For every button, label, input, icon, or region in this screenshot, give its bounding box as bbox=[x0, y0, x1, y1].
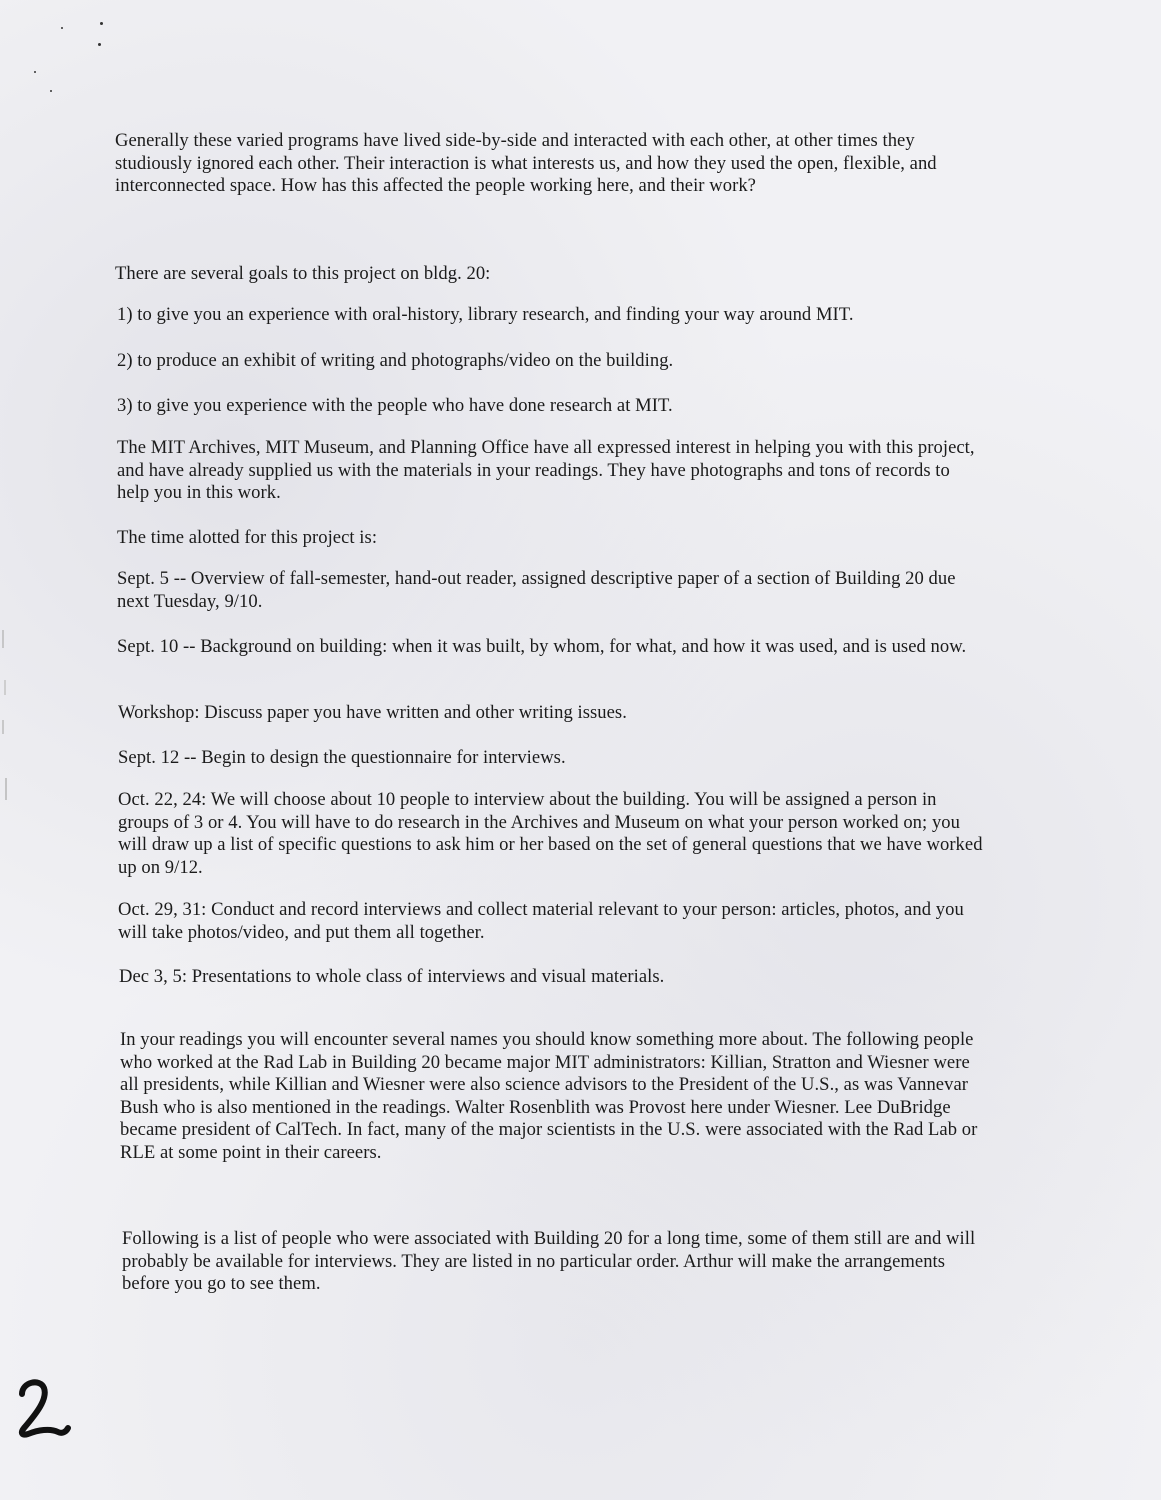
intro-paragraph: Generally these varied programs have lived side-by-side and interacted with each other, at other times they studiously ignored each other. Their interaction is what interests us, and how they used the open, flexible, and interconnected space. How has this affected the people working here, and their work? bbox=[115, 130, 937, 196]
schedule-sept-5: Sept. 5 -- Overview of fall-semester, hand-out reader, assigned descriptive paper of a section of Building 20 due next Tuesday, 9/10. bbox=[117, 568, 956, 612]
scan-speck bbox=[50, 90, 52, 92]
scan-speck bbox=[61, 27, 63, 29]
readings-paragraph: In your readings you will encounter several names you should know something more about. The following people who worked at the Rad Lab in Building 20 became major MIT administrators: Killian, Stratton and Wiesner were all presidents, while Killian and Wiesner were also science advisors to the President of the U.S., as was Vannevar Bush who is also mentioned in the readings. Walter Rosenblith was Provost here under Wiesner. Lee DuBridge became president of CalTech. In fact, many of the major scientists in the U.S. were associated with the Rad Lab or RLE at some point in their careers. bbox=[120, 1029, 978, 1163]
schedule-oct-22-24: Oct. 22, 24: We will choose about 10 people to interview about the building. You will be assigned a person in groups of 3 or 4. You will have to do research in the Archives and Museum on what your person worked on; you will draw up a list of specific questions to ask him or her based on the set of general questions that we have worked up on 9/12. bbox=[118, 789, 983, 878]
schedule-sept-10: Sept. 10 -- Background on building: when it was built, by whom, for what, and how it was used, and is used now. bbox=[117, 636, 967, 657]
schedule-dec-3-5: Dec 3, 5: Presentations to whole class of interviews and visual materials. bbox=[119, 966, 665, 987]
schedule-workshop: Workshop: Discuss paper you have written and other writing issues. bbox=[118, 702, 627, 723]
schedule-sept-12: Sept. 12 -- Begin to design the questionnaire for interviews. bbox=[118, 747, 566, 768]
scan-speck bbox=[34, 71, 36, 73]
schedule-heading: The time alotted for this project is: bbox=[117, 527, 378, 548]
people-list-intro: Following is a list of people who were associated with Building 20 for a long time, some of them still are and will probably be available for interviews. They are listed in no particular order. Arthur will make the arrangements before you go to see them. bbox=[122, 1228, 976, 1294]
goal-item-3: 3) to give you experience with the people who have done research at MIT. bbox=[117, 395, 673, 416]
goal-item-2: 2) to produce an exhibit of writing and photographs/video on the building. bbox=[117, 350, 674, 371]
scan-speck bbox=[98, 43, 101, 46]
archives-paragraph: The MIT Archives, MIT Museum, and Planning Office have all expressed interest in helping you with this project, and have already supplied us with the materials in your readings. They have photographs and tons of records to help you in this work. bbox=[117, 437, 975, 503]
goal-item-1: 1) to give you an experience with oral-history, library research, and finding your way around MIT. bbox=[117, 304, 854, 325]
goals-heading: There are several goals to this project on bldg. 20: bbox=[115, 263, 491, 284]
scan-speck bbox=[100, 22, 103, 25]
handwritten-page-number bbox=[14, 1372, 74, 1442]
schedule-oct-29-31: Oct. 29, 31: Conduct and record interviews and collect material relevant to your person: articles, photos, and you will take photos/video, and put them all together. bbox=[118, 899, 964, 943]
margin-marks bbox=[0, 600, 12, 850]
